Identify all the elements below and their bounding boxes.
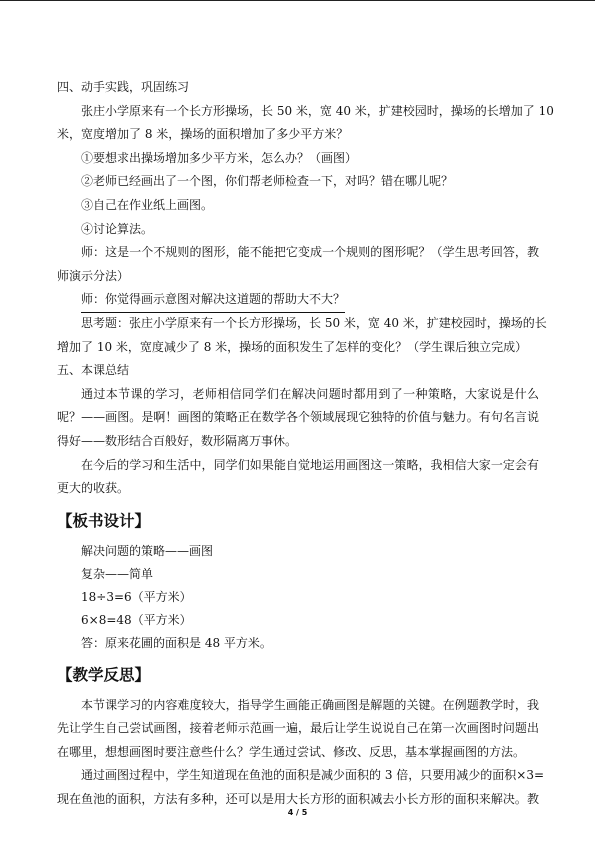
think-line2: 增加了 10 米，宽度减少了 8 米，操场的面积发生了怎样的变化？（学生课后独立完成） <box>57 339 528 354</box>
reflection-heading: 【教学反思】 <box>57 664 151 684</box>
teacher1-line1: 师：这是一个不规则的图形，能不能把它变成一个规则的图形呢？（学生思考回答，教 <box>81 245 539 260</box>
teacher2 <box>57 288 539 312</box>
step3: ③自己在作业纸上画图。 <box>81 197 214 212</box>
reflection-line3: 在哪里，想想画图时要注意些什么？学生通过尝试、修改、反思，基本掌握画图的方法。 <box>57 744 526 759</box>
teacher1-line2: 师演示分法） <box>57 268 130 283</box>
board-line1: 解决问题的策略——画图 <box>81 543 214 558</box>
summary-line5: 更大的收获。 <box>57 481 130 496</box>
document-page <box>57 76 554 812</box>
summary-line4: 在今后的学习和生活中，同学们如果能自觉地运用画图这一策略，我相信大家一定会有 <box>81 457 539 472</box>
board-design <box>57 540 539 655</box>
reflection-line5: 现在鱼池的面积，方法有多种，还可以是用大长方形的面积减去小长方形的面积来解决。教 <box>57 792 539 807</box>
section5-heading: 五、本课总结 <box>57 363 130 378</box>
board-design-heading: 【板书设计】 <box>57 510 151 530</box>
problem-line2: 米，宽度增加了 8 米，操场的面积增加了多少平方米？ <box>57 127 349 142</box>
step2: ②老师已经画出了一个图，你们帮老师检查一下，对吗？错在哪儿呢？ <box>81 174 454 189</box>
summary-line3: 得好——数形结合百般好，数形隔离万事休。 <box>57 433 298 448</box>
section4-heading: 四、动手实践，巩固练习 <box>57 80 190 94</box>
problem-line1: 张庄小学原来有一个长方形操场，长 50 米，宽 40 米，扩建校园时，操场的长增加了 10 <box>81 103 554 118</box>
reflection-line4: 通过画图过程中，学生知道现在鱼池的面积是减少面积的 3 倍，只要用减少的面积×3= <box>81 768 545 783</box>
reflection-line2: 先让学生自己尝试画图，接着老师示范画一遍，最后让学生说说自己在第一次画图时问题出 <box>57 721 539 736</box>
page-number: 4 / 5 <box>287 808 308 817</box>
summary-line2: 呢？——画图。是啊！画图的策略正在数学各个领域展现它独特的价值与魅力。有句名言说 <box>57 410 539 425</box>
step1: ①要想求出操场增加多少平方米，怎么办？（画图） <box>81 150 358 165</box>
summary-line1: 通过本节课的学习，老师相信同学们在解决问题时都用到了一种策略，大家说是什么 <box>81 386 539 401</box>
step4: ④讨论算法。 <box>81 221 154 236</box>
board-line2: 复杂——简单 <box>81 566 154 581</box>
board-line5: 答：原来花圃的面积是 48 平方米。 <box>81 635 272 650</box>
think-line1: 思考题：张庄小学原来有一个长方形操场，长 50 米，宽 40 米，扩建校园时，操场的长 <box>81 315 547 330</box>
reflection-line1: 本节课学习的内容难度较大，指导学生画能正确画图是解题的关键。在例题教学时，我 <box>81 697 539 712</box>
teacher2-underlined: 师：你觉得画示意图对解决这道题的帮助大不大？ <box>81 288 345 312</box>
header-rule <box>0 0 595 1</box>
board-line4: 6×8=48（平方米） <box>81 612 192 627</box>
board-line3: 18÷3=6（平方米） <box>81 589 192 604</box>
